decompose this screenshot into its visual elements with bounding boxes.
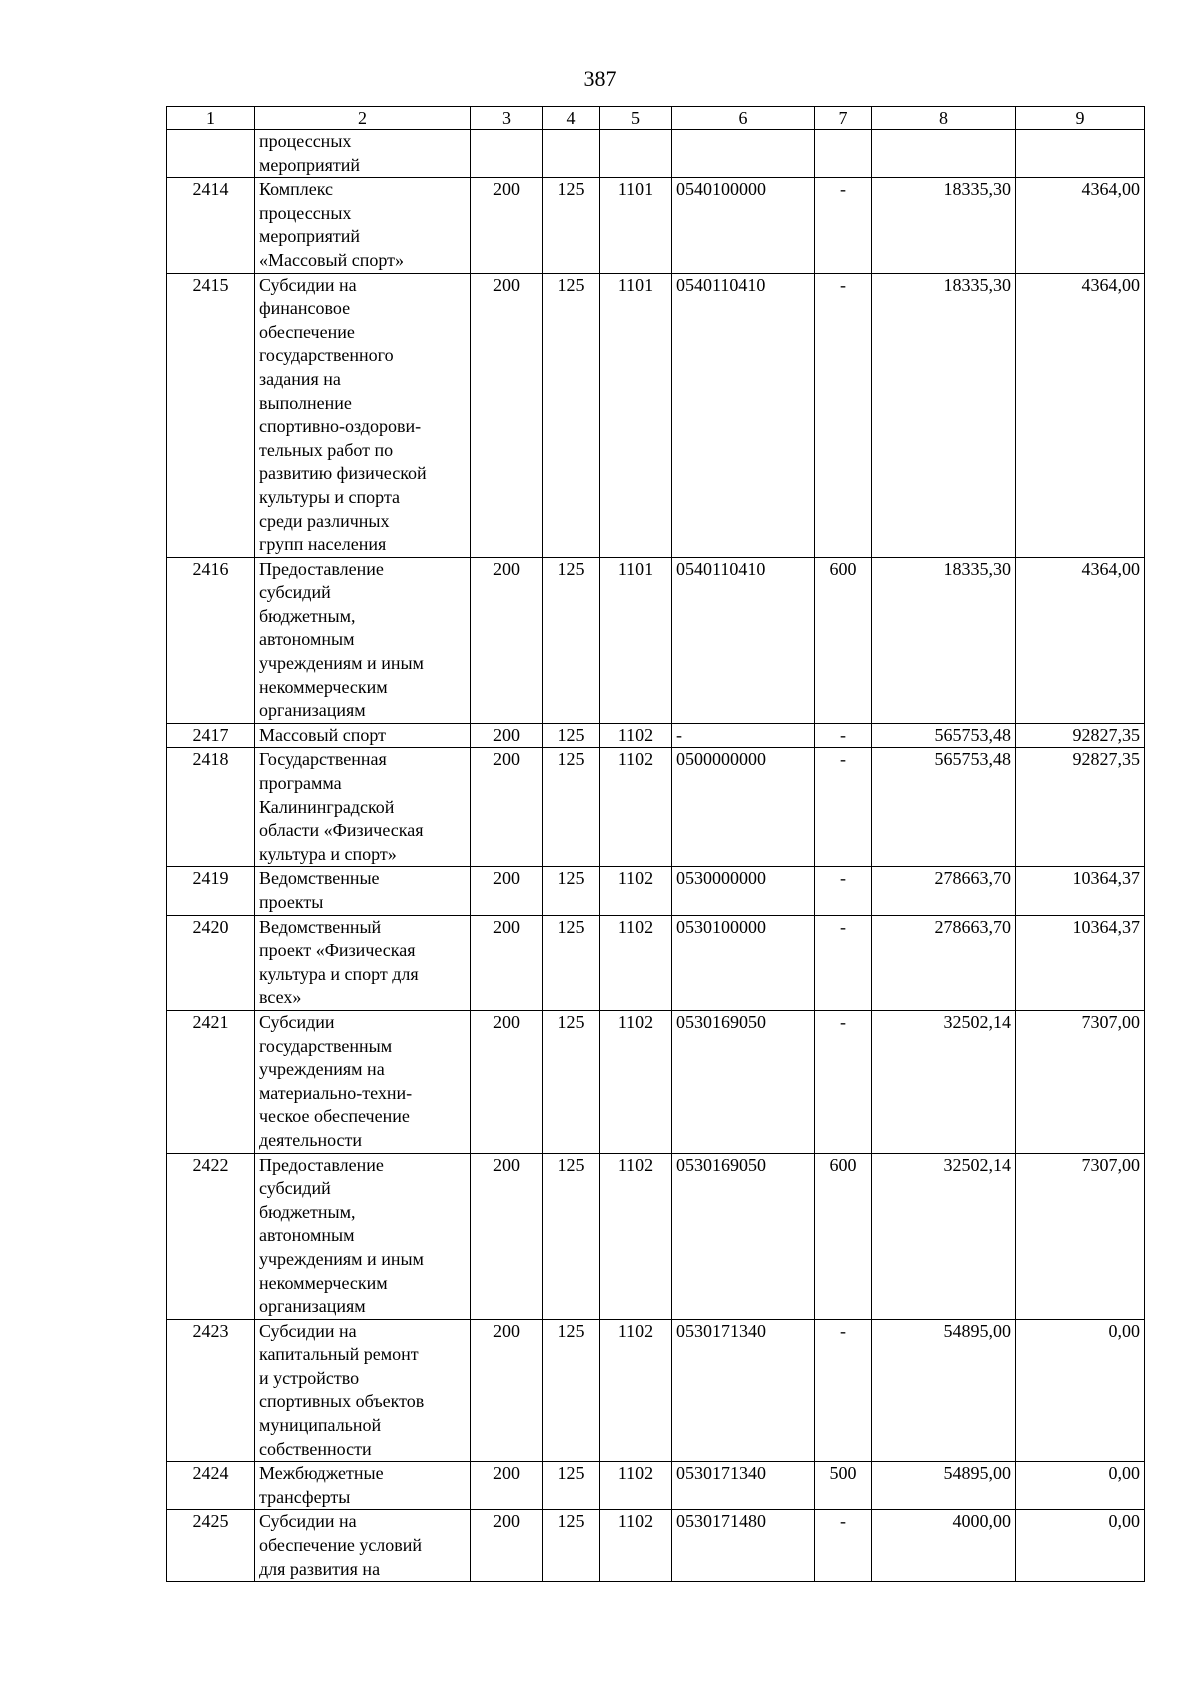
ministry-code-cell: 200 [471,1153,543,1319]
ministry-code-cell: 200 [471,273,543,557]
column-header: 3 [471,107,543,130]
row-number-cell: 2424 [167,1462,255,1510]
expense-type-cell [815,130,872,178]
section-code-cell: 125 [543,867,600,915]
row-number-cell: 2419 [167,867,255,915]
target-article-cell: 0540100000 [672,178,815,273]
table-row [167,273,1145,557]
expense-type-cell: - [815,1510,872,1582]
amount-cell: 7307,00 [1016,1153,1145,1319]
item-name-line: спортивно-оздорови- [259,416,422,437]
section-code-cell: 125 [543,1510,600,1582]
item-name-line: групп населения [259,534,387,555]
amount-cell: 18335,30 [872,557,1016,723]
table-row [167,1319,1145,1462]
ministry-code-cell: 200 [471,748,543,867]
row-number-cell: 2425 [167,1510,255,1582]
item-name-cell [255,557,471,723]
item-name-line: государственным [259,1035,393,1056]
item-name-line: деятельности [259,1129,363,1150]
row-number-cell: 2420 [167,915,255,1010]
section-code-cell: 125 [543,748,600,867]
item-name-line: государственного [259,345,394,366]
subsection-code-cell: 1102 [600,748,672,867]
amount-cell: 32502,14 [872,1153,1016,1319]
amount-cell: 565753,48 [872,748,1016,867]
expense-type-cell: - [815,748,872,867]
amount-cell: 0,00 [1016,1319,1145,1462]
row-number-cell: 2414 [167,178,255,273]
amount-cell: 565753,48 [872,723,1016,748]
ministry-code-cell: 200 [471,178,543,273]
item-name-line: субсидий [259,582,331,603]
target-article-cell: - [672,723,815,748]
item-name-line: среди различных [259,510,390,531]
expense-type-cell: - [815,867,872,915]
item-name-cell [255,1010,471,1153]
item-name-line: субсидий [259,1178,331,1199]
expense-type-cell: - [815,1319,872,1462]
item-name-line: финансовое [259,298,351,319]
amount-cell: 10364,37 [1016,867,1145,915]
expense-type-cell: - [815,1010,872,1153]
item-name-line: культура и спорт для [259,963,419,984]
row-number-cell: 2422 [167,1153,255,1319]
ministry-code-cell [471,130,543,178]
item-name-cell [255,178,471,273]
item-name-cell [255,867,471,915]
section-code-cell: 125 [543,273,600,557]
item-name-cell [255,1153,471,1319]
item-name-line: трансферты [259,1486,351,1507]
column-header: 8 [872,107,1016,130]
row-number-cell: 2418 [167,748,255,867]
ministry-code-cell: 200 [471,1319,543,1462]
table-row [167,1153,1145,1319]
amount-cell: 4364,00 [1016,273,1145,557]
amount-cell: 7307,00 [1016,1010,1145,1153]
amount-cell [1016,130,1145,178]
amount-cell: 0,00 [1016,1510,1145,1582]
column-header: 5 [600,107,672,130]
amount-cell: 18335,30 [872,178,1016,273]
subsection-code-cell: 1102 [600,1153,672,1319]
amount-cell: 92827,35 [1016,723,1145,748]
budget-table [166,106,1145,1582]
item-name-line: собственности [259,1438,372,1459]
target-article-cell: 0530169050 [672,1153,815,1319]
ministry-code-cell: 200 [471,915,543,1010]
item-name-line: учреждениям и иным [259,1248,424,1269]
table-row [167,130,1145,178]
amount-cell: 18335,30 [872,273,1016,557]
item-name-cell [255,1510,471,1582]
section-code-cell: 125 [543,557,600,723]
page-number: 387 [583,66,617,91]
table-row [167,178,1145,273]
item-name-line: выполнение [259,392,352,413]
item-name-line: Межбюджетные [259,1463,384,1484]
item-name-cell [255,1319,471,1462]
ministry-code-cell: 200 [471,867,543,915]
item-name-line: программа [259,773,342,794]
item-name-line: задания на [259,368,341,389]
item-name-line: ческое обеспечение [259,1106,410,1127]
item-name-line: Калининградской [259,796,395,817]
amount-cell: 54895,00 [872,1319,1016,1462]
ministry-code-cell: 200 [471,1010,543,1153]
section-code-cell: 125 [543,1319,600,1462]
row-number-cell [167,130,255,178]
table-row [167,1462,1145,1510]
target-article-cell: 0500000000 [672,748,815,867]
row-number-cell: 2417 [167,723,255,748]
target-article-cell: 0530100000 [672,915,815,1010]
table-row [167,867,1145,915]
item-name-line: Государственная [259,749,387,770]
item-name-line: развитию физической [259,463,427,484]
expense-type-cell: 600 [815,557,872,723]
table-row [167,723,1145,748]
item-name-line: материально-техни- [259,1082,413,1103]
item-name-line: тельных работ по [259,439,394,460]
item-name-line: учреждениям и иным [259,653,424,674]
item-name-line: автономным [259,1225,355,1246]
amount-cell: 278663,70 [872,867,1016,915]
expense-type-cell: - [815,273,872,557]
item-name-line: Ведомственный [259,916,382,937]
ministry-code-cell: 200 [471,557,543,723]
item-name-line: Предоставление [259,558,384,579]
item-name-line: для развития на [259,1558,381,1579]
amount-cell [872,130,1016,178]
expense-type-cell: 600 [815,1153,872,1319]
section-code-cell: 125 [543,1462,600,1510]
table-header-row [167,107,1145,130]
section-code-cell: 125 [543,915,600,1010]
ministry-code-cell: 200 [471,723,543,748]
subsection-code-cell: 1101 [600,273,672,557]
subsection-code-cell [600,130,672,178]
row-number-cell: 2423 [167,1319,255,1462]
item-name-line: Субсидии на [259,1511,357,1532]
section-code-cell: 125 [543,723,600,748]
item-name-line: бюджетным, [259,605,356,626]
item-name-cell [255,130,471,178]
ministry-code-cell: 200 [471,1510,543,1582]
subsection-code-cell: 1102 [600,915,672,1010]
table-row [167,557,1145,723]
item-name-line: организациям [259,1296,366,1317]
item-name-line: Ведомственные [259,868,380,889]
section-code-cell: 125 [543,178,600,273]
item-name-line: Субсидии [259,1011,335,1032]
subsection-code-cell: 1102 [600,1510,672,1582]
item-name-line: Субсидии на [259,274,357,295]
subsection-code-cell: 1102 [600,867,672,915]
subsection-code-cell: 1102 [600,1319,672,1462]
item-name-cell [255,273,471,557]
amount-cell: 4000,00 [872,1510,1016,1582]
target-article-cell: 0530000000 [672,867,815,915]
item-name-cell [255,1462,471,1510]
item-name-line: и устройство [259,1367,360,1388]
row-number-cell: 2415 [167,273,255,557]
item-name-line: процессных [259,202,352,223]
item-name-line: Предоставление [259,1154,384,1175]
amount-cell: 0,00 [1016,1462,1145,1510]
column-header: 7 [815,107,872,130]
item-name-line: культура и спорт» [259,843,397,864]
item-name-line: некоммерческим [259,1272,388,1293]
section-code-cell: 125 [543,1153,600,1319]
target-article-cell: 0530169050 [672,1010,815,1153]
table-row [167,1010,1145,1153]
expense-type-cell: - [815,178,872,273]
item-name-line: некоммерческим [259,676,388,697]
item-name-line: мероприятий [259,154,361,175]
ministry-code-cell: 200 [471,1462,543,1510]
expense-type-cell: 500 [815,1462,872,1510]
row-number-cell: 2421 [167,1010,255,1153]
table-row [167,1510,1145,1582]
item-name-line: мероприятий [259,226,361,247]
item-name-line: спортивных объектов [259,1391,425,1412]
item-name-line: «Массовый спорт» [259,249,404,270]
amount-cell: 10364,37 [1016,915,1145,1010]
target-article-cell: 0540110410 [672,557,815,723]
target-article-cell [672,130,815,178]
subsection-code-cell: 1101 [600,178,672,273]
item-name-line: процессных [259,131,352,151]
item-name-line: Комплекс [259,179,334,200]
row-number-cell: 2416 [167,557,255,723]
amount-cell: 4364,00 [1016,178,1145,273]
subsection-code-cell: 1102 [600,723,672,748]
item-name-line: обеспечение [259,321,355,342]
item-name-line: Массовый спорт [259,724,386,745]
item-name-line: капитальный ремонт [259,1344,419,1365]
column-header: 2 [255,107,471,130]
expense-type-cell: - [815,723,872,748]
subsection-code-cell: 1101 [600,557,672,723]
item-name-line: проект «Физическая [259,940,416,961]
subsection-code-cell: 1102 [600,1010,672,1153]
target-article-cell: 0530171480 [672,1510,815,1582]
item-name-line: организациям [259,700,366,721]
section-code-cell: 125 [543,1010,600,1153]
column-header: 4 [543,107,600,130]
target-article-cell: 0540110410 [672,273,815,557]
table-row [167,915,1145,1010]
item-name-line: муниципальной [259,1415,382,1436]
item-name-line: учреждениям на [259,1059,385,1080]
column-header: 1 [167,107,255,130]
item-name-line: автономным [259,629,355,650]
item-name-cell [255,748,471,867]
amount-cell: 278663,70 [872,915,1016,1010]
section-code-cell [543,130,600,178]
table-body [167,130,1145,1582]
amount-cell: 54895,00 [872,1462,1016,1510]
target-article-cell: 0530171340 [672,1319,815,1462]
amount-cell: 4364,00 [1016,557,1145,723]
item-name-line: обеспечение условий [259,1535,423,1556]
item-name-line: области «Физическая [259,820,424,841]
item-name-line: Субсидии на [259,1320,357,1341]
item-name-line: всех» [259,987,302,1008]
item-name-line: бюджетным, [259,1201,356,1222]
amount-cell: 92827,35 [1016,748,1145,867]
subsection-code-cell: 1102 [600,1462,672,1510]
expense-type-cell: - [815,915,872,1010]
amount-cell: 32502,14 [872,1010,1016,1153]
table-row [167,748,1145,867]
column-header: 9 [1016,107,1145,130]
target-article-cell: 0530171340 [672,1462,815,1510]
column-header: 6 [672,107,815,130]
item-name-line: проекты [259,892,324,912]
item-name-cell [255,915,471,1010]
item-name-line: культуры и спорта [259,486,401,507]
item-name-cell [255,723,471,748]
